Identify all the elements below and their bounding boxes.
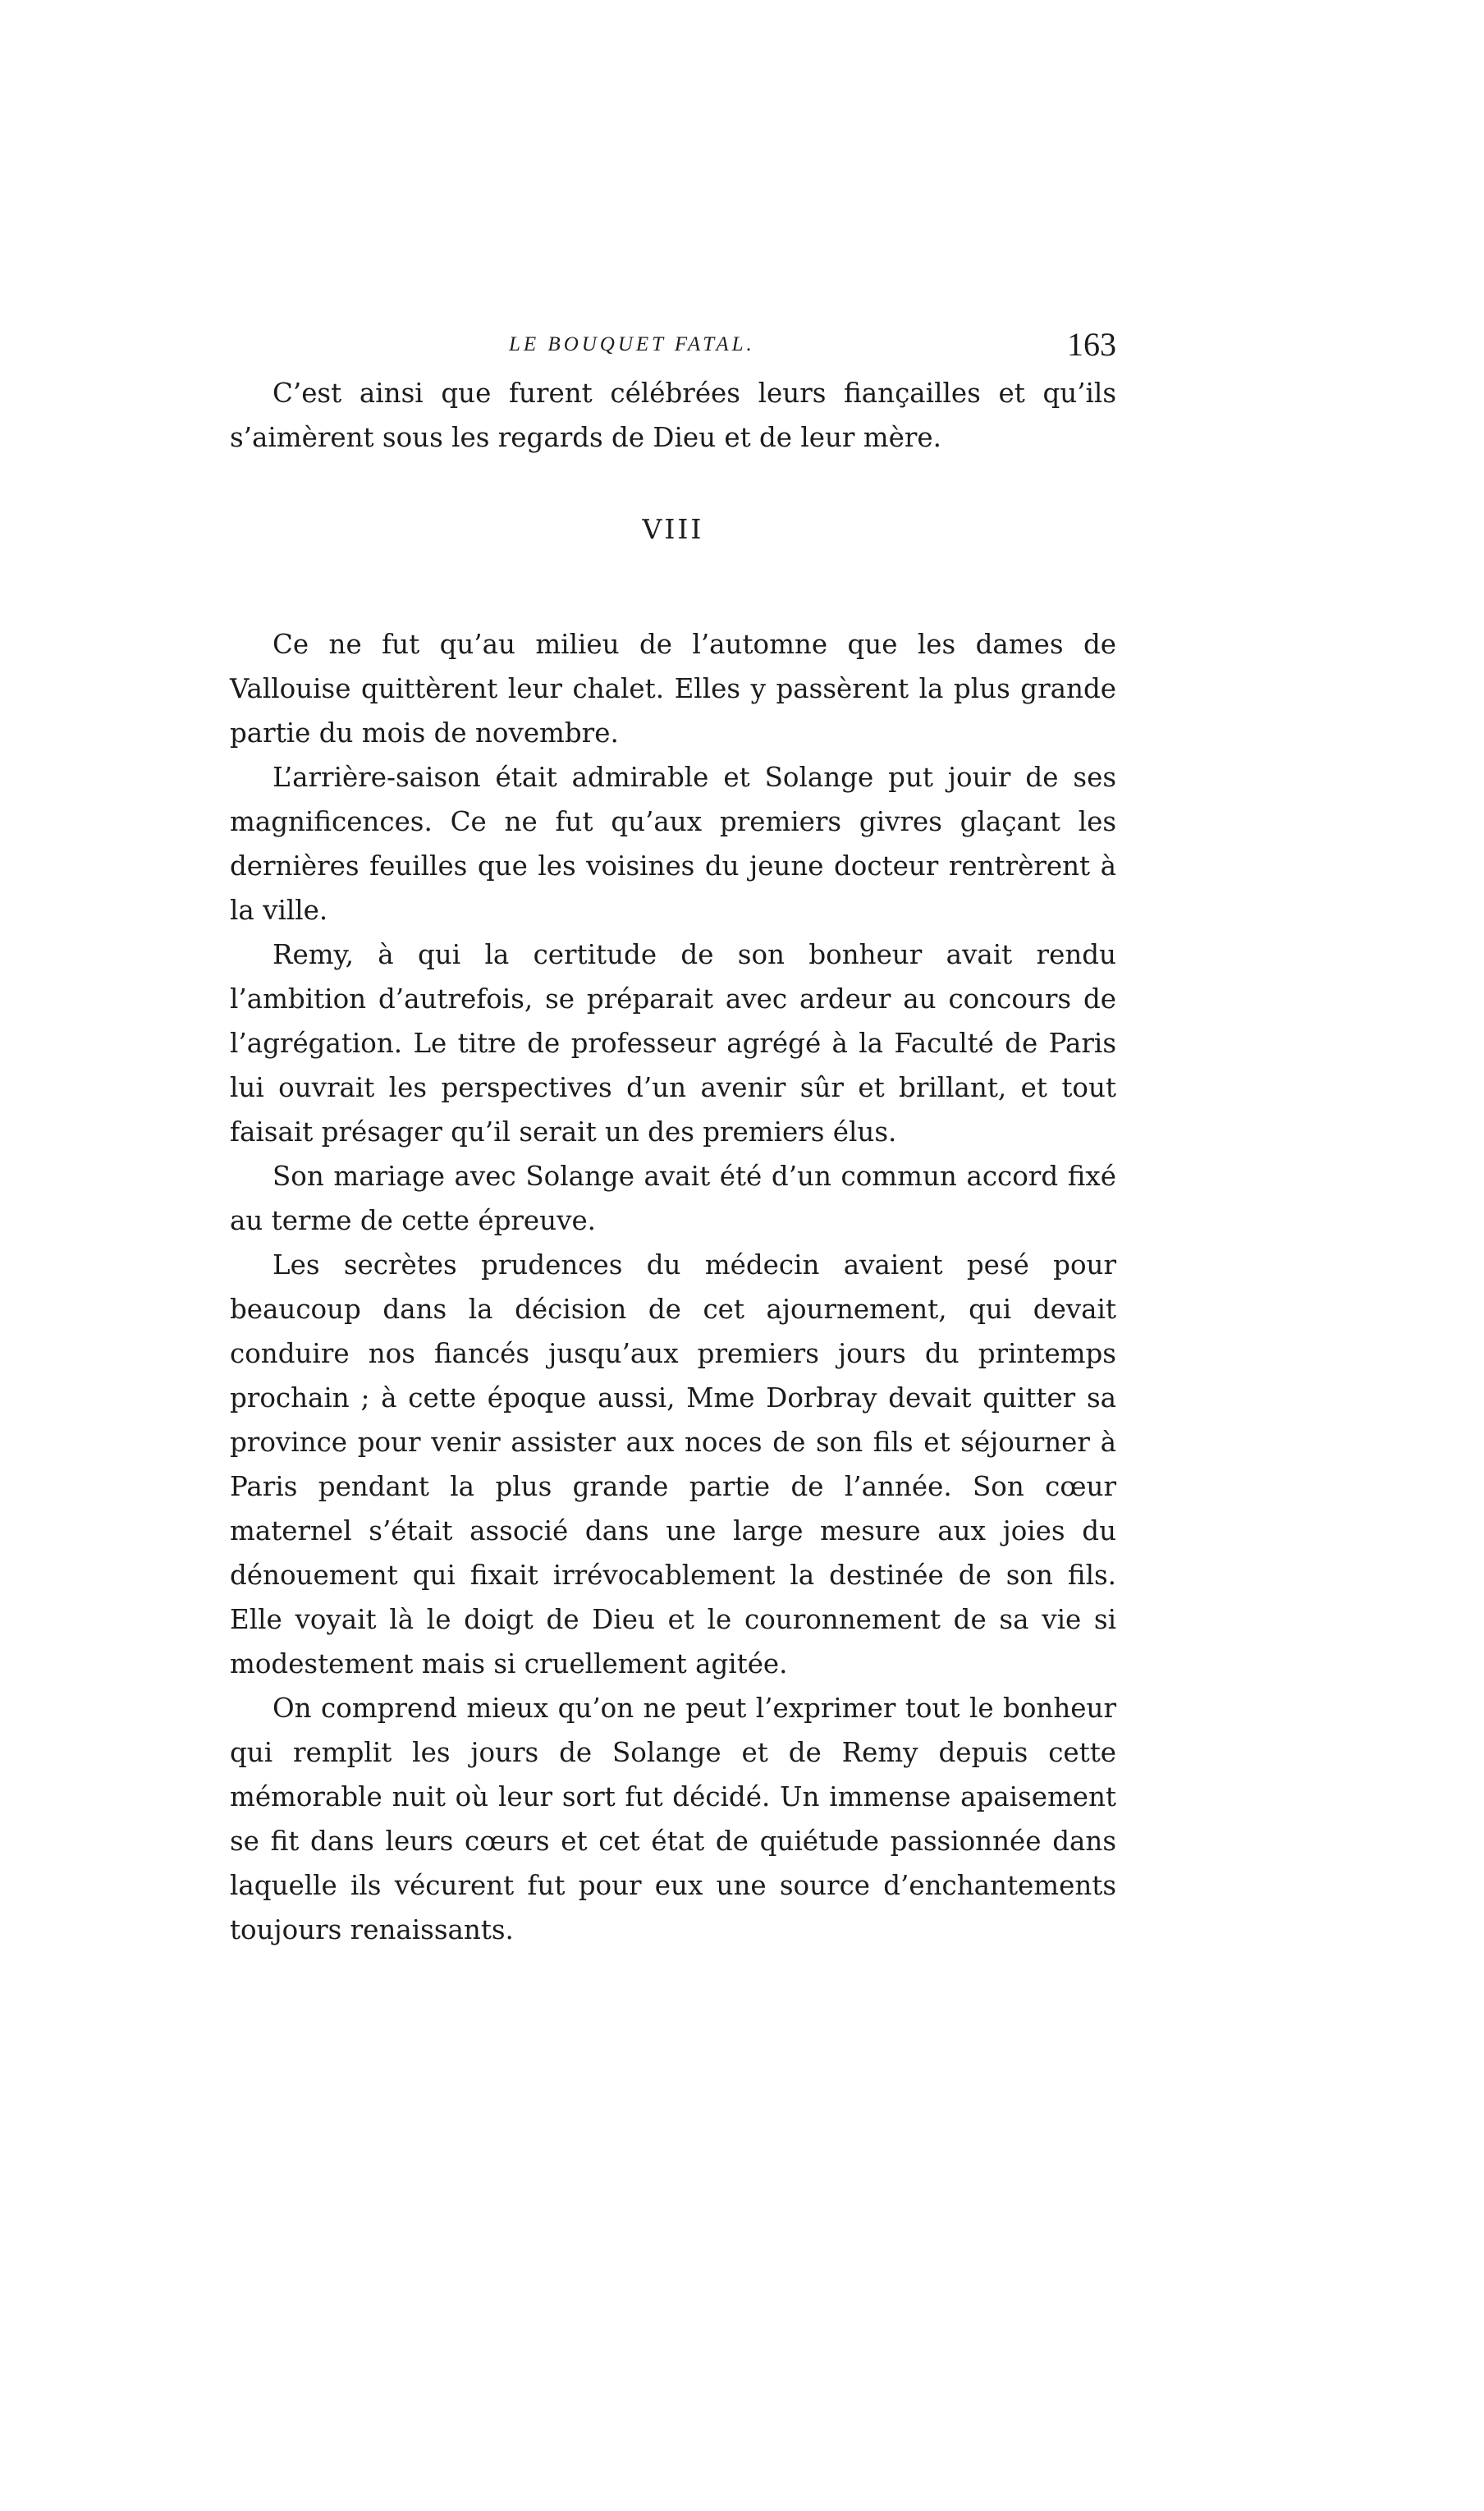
page-header (230, 322, 1133, 371)
paragraph-2: L’arrière-saison était admirable et Solange put jouir de ses magnificences. Ce ne fut qu’aux premiers givres glaçant les dernières feuilles que les voisines du jeune docteur rentrèrent à la ville. (230, 762, 1116, 926)
paragraph-4: Son mariage avec Solange avait été d’un commun accord fixé au terme de cette épreuve. (230, 1161, 1116, 1236)
page-number: 163 (1067, 326, 1116, 363)
running-title: LE BOUQUET FATAL. (509, 333, 755, 355)
paragraph-5: Les secrètes prudences du médecin avaient pesé pour beaucoup dans la décision de cet ajournement, qui devait conduire nos fiancés jusqu’aux premiers jours du printemps prochain ; à cette époque aussi, Mme Dorbray devait quitter sa province pour venir assister aux noces de son fils et séjourner à Paris pendant la plus grande partie de l’année. Son cœur maternel s’était associé dans une large mesure aux joies du dénouement qui fixait irrévocablement la destinée de son fils. Elle voyait là le doigt de Dieu et le couronnement de sa vie si modestement mais si cruellement agitée. (230, 1249, 1116, 1679)
opening-paragraph: C’est ainsi que furent célébrées leurs fiançailles et qu’ils s’aimèrent sous les regards de Dieu et de leur mère. (230, 378, 1116, 453)
paragraph-3: Remy, à qui la certitude de son bonheur avait rendu l’ambition d’autrefois, se préparait avec ardeur au concours de l’agrégation. Le titre de professeur agrégé à la Faculté de Paris lui ouvrait les perspectives d’un avenir sûr et brillant, et tout faisait présager qu’il serait un des premiers élus. (230, 939, 1116, 1148)
chapter-heading: VIII (642, 513, 704, 545)
paragraph-6: On comprend mieux qu’on ne peut l’exprimer tout le bonheur qui remplit les jours de Solange et de Remy depuis cette mémorable nuit où leur sort fut décidé. Un immense apaisement se fit dans leurs cœurs et cet état de quiétude passionnée dans laquelle ils vécurent fut pour eux une source d’enchantements toujours renaissants. (230, 1693, 1116, 1945)
page-body (230, 371, 1116, 1952)
paragraph-1: Ce ne fut qu’au milieu de l’automne que les dames de Vallouise quittèrent leur chalet. Elles y passèrent la plus grande partie du mois de novembre. (230, 629, 1116, 749)
